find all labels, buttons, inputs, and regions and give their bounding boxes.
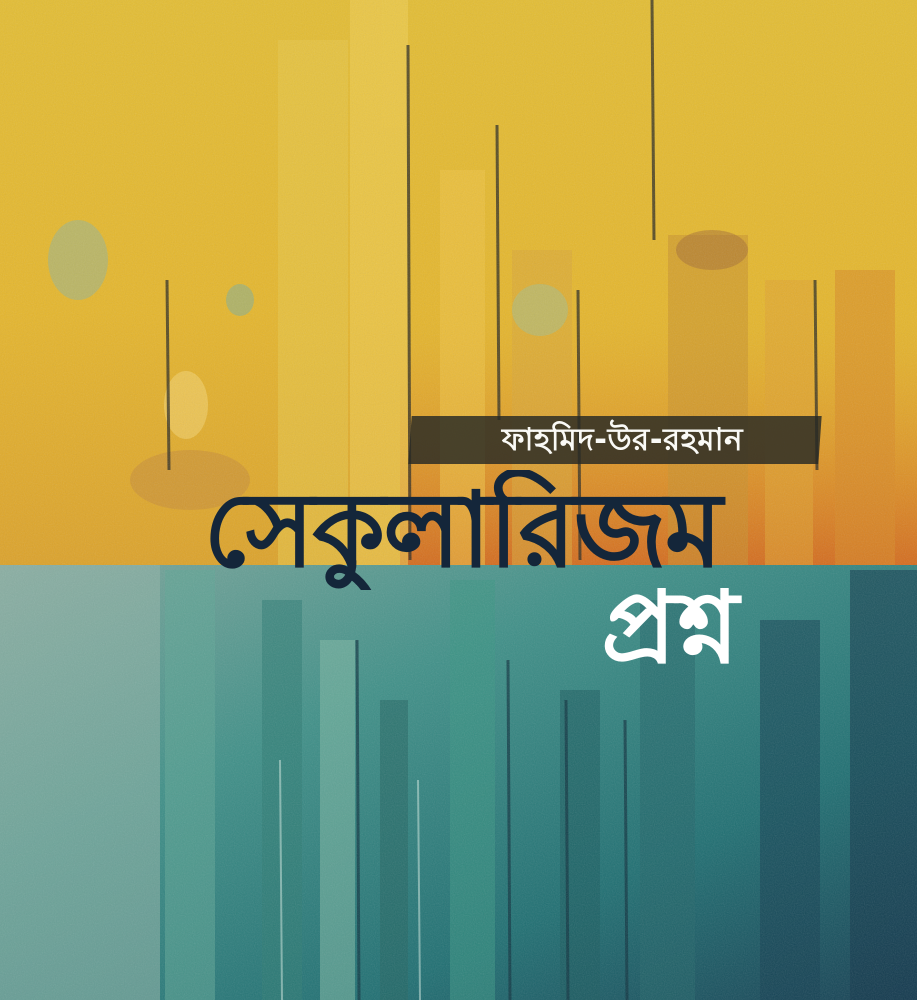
author-name: ফাহমিদ-উর-রহমান <box>501 422 744 458</box>
book-subtitle: প্রশ্ন <box>601 572 739 684</box>
book-title: সেকুলারিজম <box>203 470 721 590</box>
